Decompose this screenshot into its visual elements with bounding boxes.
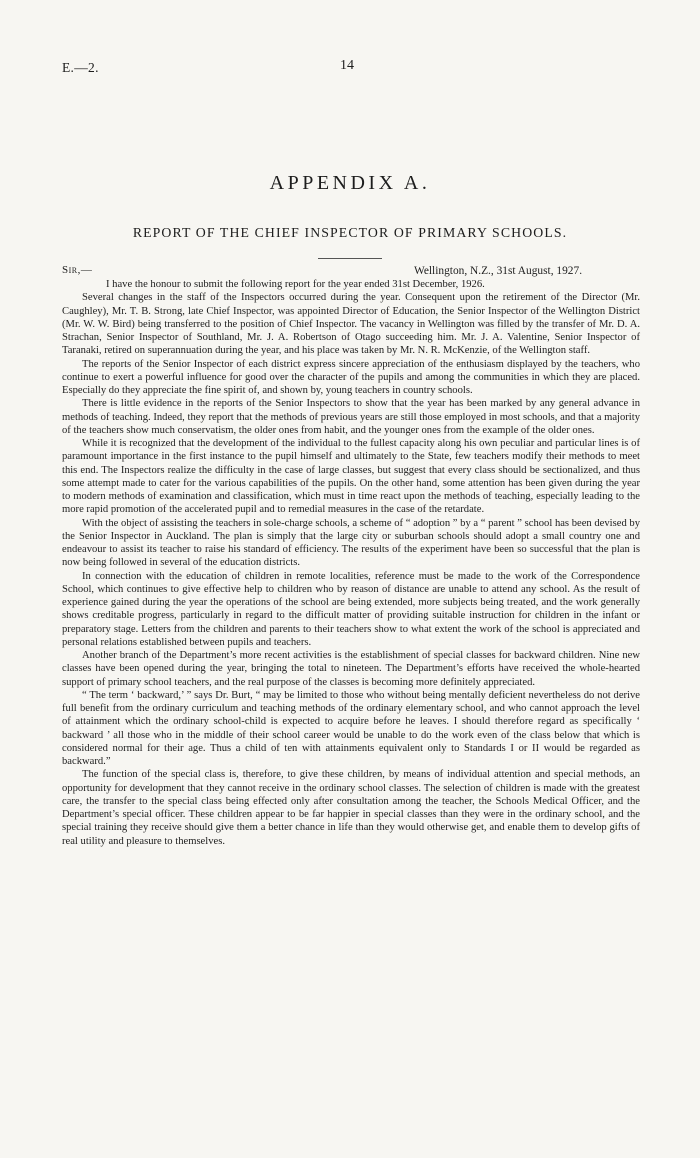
report-body <box>62 278 640 848</box>
divider <box>318 258 382 259</box>
paragraph: With the object of assisting the teachers in sole-charge schools, a scheme of “ adoption ” by a “ parent ” school has been devised by the Senior Inspector in Auckland. The plan is simply that the large city or suburban schools should adopt a small country one and endeavour to assist its teacher to raise his standard of efficiency. The results of the experiment have been so successful that the plan is now being followed in several of the education districts. <box>62 517 640 569</box>
paragraph: The function of the special class is, therefore, to give these children, by means of individual attention and special methods, an opportunity for development that they cannot receive in the ordinary school classes. The selection of children is made with the greatest care, the transfer to the special class being effected only after consultation among the teacher, the Schools Medical Officer, and the Department’s special officer. These children appear to be far happier in special classes than they were in the ordinary school, and the special training they receive should give them a better chance in life than they would otherwise get, and enable them to develop gifts of real utility and pleasure to themselves. <box>62 769 640 847</box>
paragraph: Another branch of the Department’s more recent activities is the establishment of special classes for backward children. Nine new classes have been opened during the year, bringing the total to nineteen. The Department’s efforts have received the whole-hearted support of primary school teachers, and the real purpose of the classes is becoming more definitely appreciated. <box>62 650 640 688</box>
paragraph: “ The term ‘ backward,’ ” says Dr. Burt, “ may be limited to those who without being mentally deficient nevertheless do not derive full benefit from the ordinary curriculum and teaching methods of the ordinary elementary school, and who cannot approach the level of attainment which the ordinary school-child is expected to acquire before he leaves. I should therefore regard as specifically ‘ backward ’ all those who in the middle of their school career would be unable to do the work even of the class below that which is considered normal for their age. Thus a child of ten with attainments equivalent only to Standards I or II would be regarded as backward.” <box>62 689 640 767</box>
salutation: Sir,— <box>62 264 93 276</box>
paragraph: I have the honour to submit the following report for the year ended 31st December, 1926. <box>106 279 485 290</box>
paragraph: The reports of the Senior Inspector of each district express sincere appreciation of the enthusiasm displayed by the teachers, who continue to exert a powerful influence for good over the character of the pupils and among the communities in which they are placed. Especially do they appreciate the fine spirit of, and shown by, young teachers in country schools. <box>62 358 640 396</box>
paragraph: There is little evidence in the reports of the Senior Inspectors to show that the year has been marked by any general advance in methods of teaching. Indeed, they report that the methods of previous years are still those employed in most schools, and that a majority of the teachers show much conservatism, the older ones from habit, and the younger ones from the example of the older ones. <box>62 398 640 436</box>
appendix-heading: APPENDIX A. <box>269 172 431 194</box>
page-reference: E.—2. <box>62 60 99 75</box>
paragraph: In connection with the education of children in remote localities, reference must be made to the work of the Correspondence School, which continues to give effective help to children who by reason of distance are unable to attend any school. As the result of experience gained during the year the operations of the school are being extended, more subjects being treated, and the work generally shows creditable progress, particularly in regard to the difficult matter of providing suitable instruction for children in the infant or preparatory stage. Letters from the children and parents to their teachers show to what extent the work of the school is appreciated and personal relations established between pupils and teachers. <box>62 570 640 648</box>
report-title: REPORT OF THE CHIEF INSPECTOR OF PRIMARY SCHOOLS. <box>132 225 568 240</box>
page-number: 14 <box>340 58 354 73</box>
dateline: Wellington, N.Z., 31st August, 1927. <box>414 265 583 277</box>
paragraph: Several changes in the staff of the Inspectors occurred during the year. Consequent upon the retirement of the Director (Mr. Caughley), Mr. T. B. Strong, late Chief Inspector, was appointed Director of Education, the Senior Inspector of the Wellington District (Mr. W. W. Bird) being transferred to the position of Chief Inspector. The vacancy in Wellington was filled by the transfer of Mr. D. A. Strachan, Senior Inspector of Southland, Mr. J. A. Robertson of Otago succeeding him. Mr. J. A. Valentine, Senior Inspector of Taranaki, retired on superannuation during the year, and his place was taken by Mr. N. R. McKenzie, of the Wellington staff. <box>62 292 640 357</box>
paragraph: While it is recognized that the development of the individual to the fullest capacity along his own peculiar and particular lines is of paramount importance in the first instance to the pupil himself and ultimately to the State, few teachers modify their methods to meet this end. The Inspectors realize the difficulty in the case of large classes, but suggest that every class should be sectionalized, and thus some attempt made to cater for the various capabilities of the pupils. On the other hand, some attention has been given during the year to modern methods of examination and classification, which must in time react upon the methods of teaching, especially leading to the more rapid promotion of the accelerated pupil and to remedial measures in the case of the retardate. <box>62 438 640 516</box>
